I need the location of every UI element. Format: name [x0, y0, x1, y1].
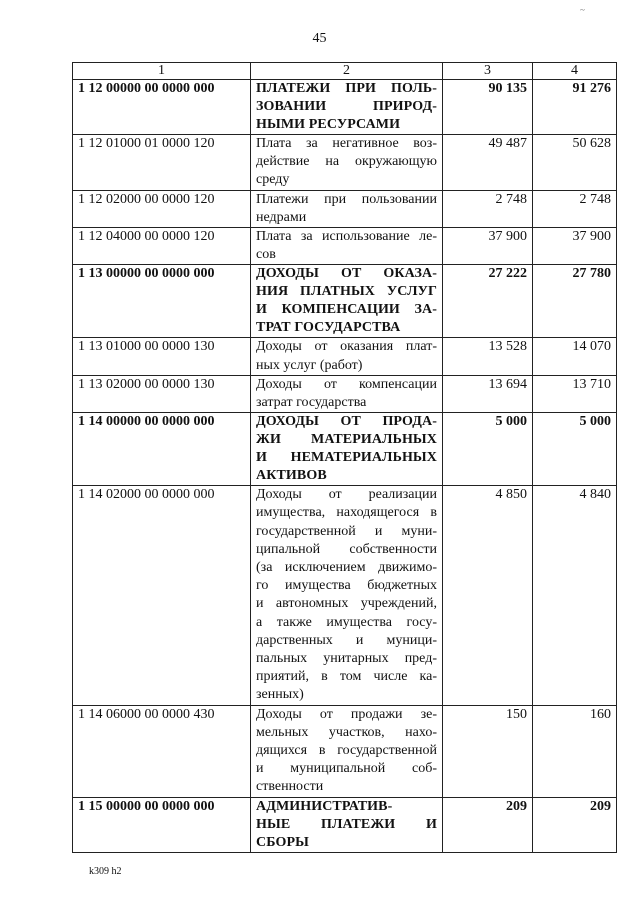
row-name — [251, 486, 443, 705]
table-row — [73, 705, 617, 797]
row-code: 1 12 04000 00 0000 120 — [73, 228, 251, 265]
row-value-col4: 4 840 — [533, 486, 617, 705]
row-name-line: ПЛАТЕЖИ ПРИ ПОЛЬ- — [256, 81, 437, 96]
row-value-col4: 160 — [533, 705, 617, 797]
row-value-col4: 209 — [533, 797, 617, 852]
row-name-line: ципальной собственности — [256, 541, 437, 557]
row-name-line: АДМИНИСТРАТИВ- — [256, 798, 393, 814]
table-row — [73, 486, 617, 705]
row-value-col4: 5 000 — [533, 413, 617, 486]
row-name-line: Плата за негативное воз- — [256, 136, 437, 151]
row-value-col4: 50 628 — [533, 135, 617, 191]
row-value-col4: 27 780 — [533, 265, 617, 338]
row-name-line: сов — [256, 247, 276, 263]
row-name-line: (за исключением движимо- — [256, 560, 437, 576]
table-header-row — [73, 63, 617, 80]
row-value-col4: 13 710 — [533, 375, 617, 412]
row-name-line: ственности — [256, 779, 324, 795]
row-value-col3: 209 — [443, 797, 533, 852]
table-row — [73, 338, 617, 375]
page-number: 45 — [312, 31, 327, 46]
budget-table — [72, 62, 617, 853]
row-name-line: НЫМИ РЕСУРСАМИ — [256, 117, 401, 132]
row-name-line: И НЕМАТЕРИАЛЬНЫХ — [256, 450, 437, 466]
row-value-col3: 49 487 — [443, 135, 533, 191]
row-name-line: и автономных учреждений, — [256, 596, 437, 612]
row-name-line: действие на окружающую — [256, 154, 437, 170]
row-name-line: дарственных и муници- — [256, 632, 437, 648]
row-name-line: ТРАТ ГОСУДАРСТВА — [256, 320, 401, 336]
row-value-col4: 2 748 — [533, 190, 617, 227]
row-name-line: ЗОВАНИИ ПРИРОД- — [256, 99, 437, 114]
footer-code: k309 h2 — [89, 866, 122, 877]
row-name-line: недрами — [256, 209, 307, 225]
row-value-col3: 4 850 — [443, 486, 533, 705]
row-value-col4: 37 900 — [533, 228, 617, 265]
row-value-col3: 13 528 — [443, 338, 533, 375]
row-name — [251, 338, 443, 375]
row-value-col3: 2 748 — [443, 190, 533, 227]
row-code: 1 15 00000 00 0000 000 — [73, 797, 251, 852]
header-col-3: 3 — [443, 63, 533, 80]
row-name-line: Плата за использование ле- — [256, 229, 437, 245]
row-name-line: затрат государства — [256, 395, 367, 411]
row-name-line: приятий, в том числе ка- — [256, 669, 437, 685]
row-name-line: ЖИ МАТЕРИАЛЬНЫХ — [256, 432, 437, 448]
row-value-col3: 5 000 — [443, 413, 533, 486]
row-name-line: Доходы от продажи зе- — [256, 706, 437, 722]
row-value-col3: 150 — [443, 705, 533, 797]
row-name — [251, 265, 443, 338]
row-name-line: пальных унитарных пред- — [256, 651, 437, 667]
row-name-line: го имущества бюджетных — [256, 578, 437, 594]
row-code: 1 14 02000 00 0000 000 — [73, 486, 251, 705]
table-row — [73, 190, 617, 227]
row-code: 1 13 01000 00 0000 130 — [73, 338, 251, 375]
header-col-4: 4 — [533, 63, 617, 80]
row-name-line: зенных) — [256, 687, 304, 703]
row-name-line: дящихся в государственной — [256, 743, 437, 759]
row-name-line: имущества, находящегося в — [256, 505, 437, 521]
row-code: 1 12 01000 01 0000 120 — [73, 135, 251, 191]
row-name-line: и муниципальной соб- — [256, 761, 437, 777]
row-name — [251, 135, 443, 191]
row-code: 1 12 02000 00 0000 120 — [73, 190, 251, 227]
table-row — [73, 135, 617, 191]
row-code: 1 13 00000 00 0000 000 — [73, 265, 251, 338]
row-code: 1 14 06000 00 0000 430 — [73, 705, 251, 797]
table-row — [73, 80, 617, 135]
row-name-line: ДОХОДЫ ОТ ОКАЗА- — [256, 266, 437, 282]
row-code: 1 14 00000 00 0000 000 — [73, 413, 251, 486]
row-value-col3: 37 900 — [443, 228, 533, 265]
table-row — [73, 228, 617, 265]
row-name — [251, 80, 443, 135]
row-name — [251, 375, 443, 412]
row-name — [251, 413, 443, 486]
row-name-line: Доходы от реализации — [256, 487, 437, 503]
row-value-col4: 14 070 — [533, 338, 617, 375]
table-row — [73, 375, 617, 412]
header-col-1: 1 — [73, 63, 251, 80]
row-name-line: ных услуг (работ) — [256, 357, 363, 373]
row-name-line: ДОХОДЫ ОТ ПРОДА- — [256, 414, 437, 430]
table-body — [73, 80, 617, 853]
row-name-line: СБОРЫ — [256, 834, 309, 850]
row-name-line: АКТИВОВ — [256, 468, 327, 484]
row-name-line: И КОМПЕНСАЦИИ ЗА- — [256, 302, 437, 318]
row-name-line: среду — [256, 172, 290, 188]
row-name-line: а также имущества госу- — [256, 614, 437, 630]
row-name-line: Доходы от оказания плат- — [256, 339, 437, 355]
row-value-col3: 27 222 — [443, 265, 533, 338]
row-name-line: Платежи при пользовании — [256, 191, 437, 207]
corner-mark: ~ — [580, 5, 585, 15]
header-col-2: 2 — [251, 63, 443, 80]
row-name — [251, 228, 443, 265]
row-value-col4: 91 276 — [533, 80, 617, 135]
table-row — [73, 797, 617, 852]
row-name-line: НЫЕ ПЛАТЕЖИ И — [256, 816, 437, 832]
row-code: 1 13 02000 00 0000 130 — [73, 375, 251, 412]
table-row — [73, 265, 617, 338]
row-name — [251, 190, 443, 227]
row-code: 1 12 00000 00 0000 000 — [73, 80, 251, 135]
row-name-line: государственной и муни- — [256, 523, 437, 539]
row-name-line: мельных участков, нахо- — [256, 724, 437, 740]
row-name — [251, 705, 443, 797]
row-name-line: НИЯ ПЛАТНЫХ УСЛУГ — [256, 284, 437, 300]
table-row — [73, 413, 617, 486]
row-name — [251, 797, 443, 852]
row-value-col3: 13 694 — [443, 375, 533, 412]
row-value-col3: 90 135 — [443, 80, 533, 135]
row-name-line: Доходы от компенсации — [256, 376, 437, 392]
